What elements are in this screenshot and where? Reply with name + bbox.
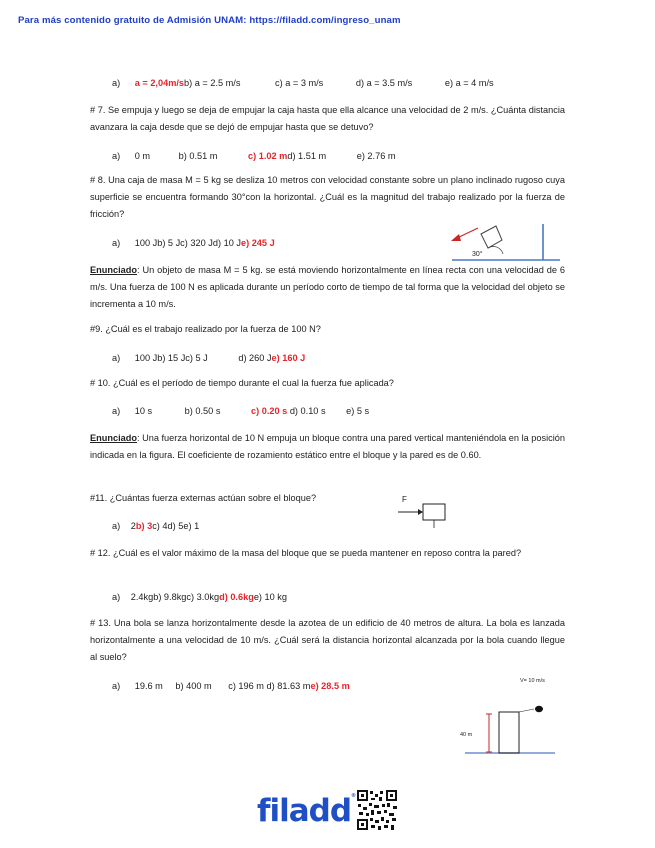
promo-banner-link[interactable]: Para más contenido gratuito de Admisión UNAM: https://filadd.com/ingreso_unam <box>18 15 401 26</box>
logo-text: filadd <box>257 793 352 829</box>
q8-options-text: 100 Jb) 5 Jc) 320 Jd) 10 J <box>134 238 241 248</box>
height-label: 40 m <box>460 732 473 738</box>
q11-options-rest: c) 4d) 5e) 1 <box>152 521 200 531</box>
q7-option-e: e) 2.76 m <box>356 151 396 161</box>
trademark-symbol: ® <box>351 793 356 799</box>
wall-block-figure <box>394 490 454 530</box>
q7-option-d: d) 1.51 m <box>287 151 327 161</box>
statement-text: : Un objeto de masa M = 5 kg. se está moviendo horizontalmente en línea recta con una velocidad de 6 m/s. Una fuerza de 100 N es aplicada durante un período corto de tiempo de tal forma que la velocidad del objeto se incrementa a 10 m/s. <box>90 265 565 309</box>
q9-options-text: 100 Jb) 15 Jc) 5 J <box>134 353 208 363</box>
option-letter: a) <box>112 592 121 602</box>
block <box>423 504 445 520</box>
q8-correct-answer: e) 245 J <box>240 238 275 248</box>
q6-option-e: e) a = 4 m/s <box>444 78 494 88</box>
q10-option-e: e) 5 s <box>346 406 370 416</box>
q9-correct-answer: e) 160 J <box>271 353 306 363</box>
q8-options <box>112 238 275 248</box>
q11-option-a: 2 <box>130 521 136 531</box>
q6-correct-answer: a = 2,04m/s <box>134 78 185 88</box>
q7-options <box>112 151 396 161</box>
q7-option-a: 0 m <box>134 151 151 161</box>
building-projectile-figure <box>455 672 565 762</box>
q13-option-b: b) 400 m <box>175 681 212 691</box>
q12-option-e: e) 10 kg <box>253 592 288 602</box>
q12-options-text: 2.4kgb) 9.8kgc) 3.0kg <box>130 592 220 602</box>
force-arrow-head <box>418 509 423 515</box>
option-letter: a) <box>112 406 121 416</box>
q13-option-a: 19.6 m <box>134 681 163 691</box>
q6-option-b: b) a = 2.5 m/s <box>184 78 241 88</box>
option-letter: a) <box>112 238 121 248</box>
statement-1 <box>90 262 565 313</box>
qr-code-icon[interactable] <box>356 789 398 831</box>
q13-option-d: d) 81.63 m <box>266 681 311 691</box>
q8-question: # 8. Una caja de masa M = 5 kg se desliza 10 metros con velocidad constante sobre un plano inclinado rugoso cuya superficie se encuentra formando 30°con la horizontal. ¿Cuál es la magnitud del trabajo realizado por la fuerza de fricción? <box>90 175 565 219</box>
box-on-incline <box>481 226 502 248</box>
angle-arc <box>488 246 503 254</box>
q11-question: #11. ¿Cuántas fuerza externas actúan sobre el bloque? <box>90 493 317 503</box>
q6-option-d: d) a = 3.5 m/s <box>355 78 413 88</box>
q6-options <box>112 78 494 88</box>
option-letter: a) <box>112 681 121 691</box>
option-letter: a) <box>112 521 121 531</box>
building <box>499 712 519 753</box>
velocity-label: V= 10 m/s <box>520 678 545 684</box>
q13-correct-answer: e) 28.5 m <box>310 681 350 691</box>
ball-tether <box>519 709 534 712</box>
inclined-plane-figure <box>448 212 563 267</box>
q7-question: # 7. Se empuja y luego se deja de empujar la caja hasta que ella alcance una velocidad de 2 m/s. ¿Cuánta distancia avanzara la caja desde que se dejó de empujar hasta que se detuvo? <box>90 105 565 132</box>
q11-options <box>112 521 199 531</box>
statement-label: Enunciado <box>90 265 137 275</box>
friction-arrow-head <box>451 234 461 241</box>
q10-options <box>112 406 369 416</box>
q12-options <box>112 592 287 602</box>
option-letter: a) <box>112 353 121 363</box>
ball <box>535 706 543 712</box>
q6-option-c: c) a = 3 m/s <box>275 78 324 88</box>
q9-options <box>112 353 305 363</box>
q10-option-a: 10 s <box>134 406 153 416</box>
q10-option-d: d) 0.10 s <box>289 406 326 416</box>
filadd-logo[interactable] <box>257 793 355 829</box>
q10-option-b: b) 0.50 s <box>184 406 221 416</box>
angle-label: 30° <box>472 251 483 258</box>
q12-question: # 12. ¿Cuál es el valor máximo de la masa del bloque que se pueda mantener en reposo contra la pared? <box>90 548 522 558</box>
q11-correct-answer: b) 3 <box>135 521 153 531</box>
option-letter: a) <box>112 78 121 88</box>
q10-question: # 10. ¿Cuál es el período de tiempo durante el cual la fuerza fue aplicada? <box>90 378 394 388</box>
statement-2 <box>90 430 565 464</box>
q10-correct-answer: c) 0.20 s <box>250 406 288 416</box>
option-letter: a) <box>112 151 121 161</box>
q9-option-d: d) 260 J <box>238 353 272 363</box>
force-label: F <box>402 495 407 504</box>
q7-option-b: b) 0.51 m <box>178 151 218 161</box>
q13-options <box>112 681 350 691</box>
q12-correct-answer: d) 0.6kg <box>219 592 254 602</box>
q13-question: # 13. Una bola se lanza horizontalmente desde la azotea de un edificio de 40 metros de altura. La bola es lanzada horizontalmente a una velocidad de 10 m/s. ¿Cuál será la distancia horizontal alcanzada por la bola cuando llegue al suelo? <box>90 618 565 662</box>
q7-correct-answer: c) 1.02 m <box>248 151 288 161</box>
q13-option-c: c) 196 m <box>228 681 264 691</box>
statement-label: Enunciado <box>90 433 137 443</box>
q9-question: #9. ¿Cuál es el trabajo realizado por la fuerza de 100 N? <box>90 324 321 334</box>
statement-text: : Una fuerza horizontal de 10 N empuja un bloque contra una pared vertical manteniéndola en la posición indicada en la figura. El coeficiente de rozamiento estático entre el bloque y la pared es de 0.60. <box>90 433 565 460</box>
